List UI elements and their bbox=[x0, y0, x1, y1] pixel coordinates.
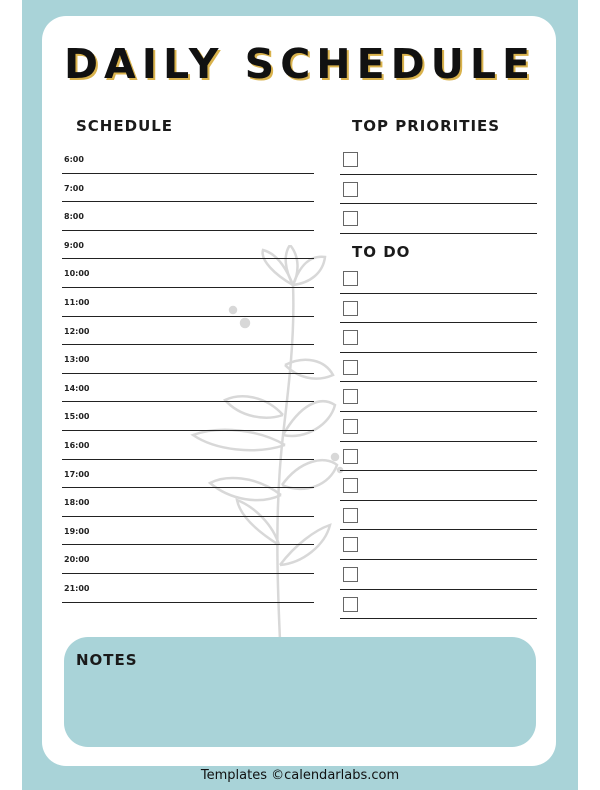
time-label: 18:00 bbox=[64, 498, 90, 508]
time-label: 13:00 bbox=[64, 355, 90, 365]
time-label: 12:00 bbox=[64, 326, 90, 336]
checkbox[interactable] bbox=[343, 389, 358, 404]
schedule-row[interactable] bbox=[62, 374, 314, 403]
footer-credit: Templates ©calendarlabs.com bbox=[200, 768, 400, 783]
todo-row[interactable] bbox=[340, 382, 537, 412]
todo-row[interactable] bbox=[340, 442, 537, 472]
schedule-row[interactable] bbox=[62, 174, 314, 203]
time-label: 10:00 bbox=[64, 269, 90, 279]
todo-list bbox=[340, 264, 537, 619]
schedule-row[interactable] bbox=[62, 574, 314, 603]
checkbox[interactable] bbox=[343, 152, 358, 167]
time-label: 6:00 bbox=[64, 155, 84, 164]
time-label: 7:00 bbox=[64, 183, 84, 193]
checkbox[interactable] bbox=[343, 449, 358, 464]
schedule-row[interactable] bbox=[62, 460, 314, 489]
priorities-heading: TOP PRIORITIES bbox=[352, 117, 501, 135]
checkbox[interactable] bbox=[343, 301, 358, 316]
priority-row[interactable] bbox=[340, 175, 537, 205]
checkbox[interactable] bbox=[343, 419, 358, 434]
schedule-row[interactable] bbox=[62, 259, 314, 288]
priorities-list bbox=[340, 145, 537, 234]
time-label: 15:00 bbox=[64, 412, 90, 422]
checkbox[interactable] bbox=[343, 360, 358, 375]
page-title: DAILY SCHEDULE bbox=[63, 40, 537, 88]
schedule-list bbox=[62, 145, 314, 603]
schedule-row[interactable] bbox=[62, 345, 314, 374]
schedule-row[interactable] bbox=[62, 202, 314, 231]
time-label: 19:00 bbox=[64, 526, 90, 536]
todo-row[interactable] bbox=[340, 264, 537, 294]
time-label: 17:00 bbox=[64, 469, 90, 479]
todo-row[interactable] bbox=[340, 323, 537, 353]
checkbox[interactable] bbox=[343, 508, 358, 523]
checkbox[interactable] bbox=[343, 330, 358, 345]
priority-row[interactable] bbox=[340, 204, 537, 234]
schedule-row[interactable] bbox=[62, 402, 314, 431]
todo-row[interactable] bbox=[340, 294, 537, 324]
notes-heading: NOTES bbox=[76, 651, 138, 669]
schedule-row[interactable] bbox=[62, 317, 314, 346]
checkbox[interactable] bbox=[343, 271, 358, 286]
schedule-row[interactable] bbox=[62, 431, 314, 460]
checkbox[interactable] bbox=[343, 211, 358, 226]
todo-row[interactable] bbox=[340, 501, 537, 531]
time-label: 8:00 bbox=[64, 212, 84, 222]
time-label: 11:00 bbox=[64, 297, 90, 307]
time-label: 21:00 bbox=[64, 583, 90, 593]
time-label: 14:00 bbox=[64, 383, 90, 393]
todo-heading: TO DO bbox=[352, 243, 411, 261]
todo-row[interactable] bbox=[340, 471, 537, 501]
checkbox[interactable] bbox=[343, 597, 358, 612]
time-label: 16:00 bbox=[64, 440, 90, 450]
time-label: 9:00 bbox=[64, 240, 84, 250]
todo-row[interactable] bbox=[340, 412, 537, 442]
checkbox[interactable] bbox=[343, 567, 358, 582]
schedule-row[interactable] bbox=[62, 288, 314, 317]
checkbox[interactable] bbox=[343, 537, 358, 552]
schedule-row[interactable] bbox=[62, 231, 314, 260]
priority-row[interactable] bbox=[340, 145, 537, 175]
checkbox[interactable] bbox=[343, 182, 358, 197]
checkbox[interactable] bbox=[343, 478, 358, 493]
schedule-heading: SCHEDULE bbox=[76, 117, 174, 135]
schedule-row[interactable] bbox=[62, 545, 314, 574]
todo-row[interactable] bbox=[340, 530, 537, 560]
todo-row[interactable] bbox=[340, 560, 537, 590]
todo-row[interactable] bbox=[340, 590, 537, 620]
todo-row[interactable] bbox=[340, 353, 537, 383]
schedule-row[interactable] bbox=[62, 145, 314, 174]
schedule-row[interactable] bbox=[62, 488, 314, 517]
schedule-row[interactable] bbox=[62, 517, 314, 546]
time-label: 20:00 bbox=[64, 555, 90, 565]
